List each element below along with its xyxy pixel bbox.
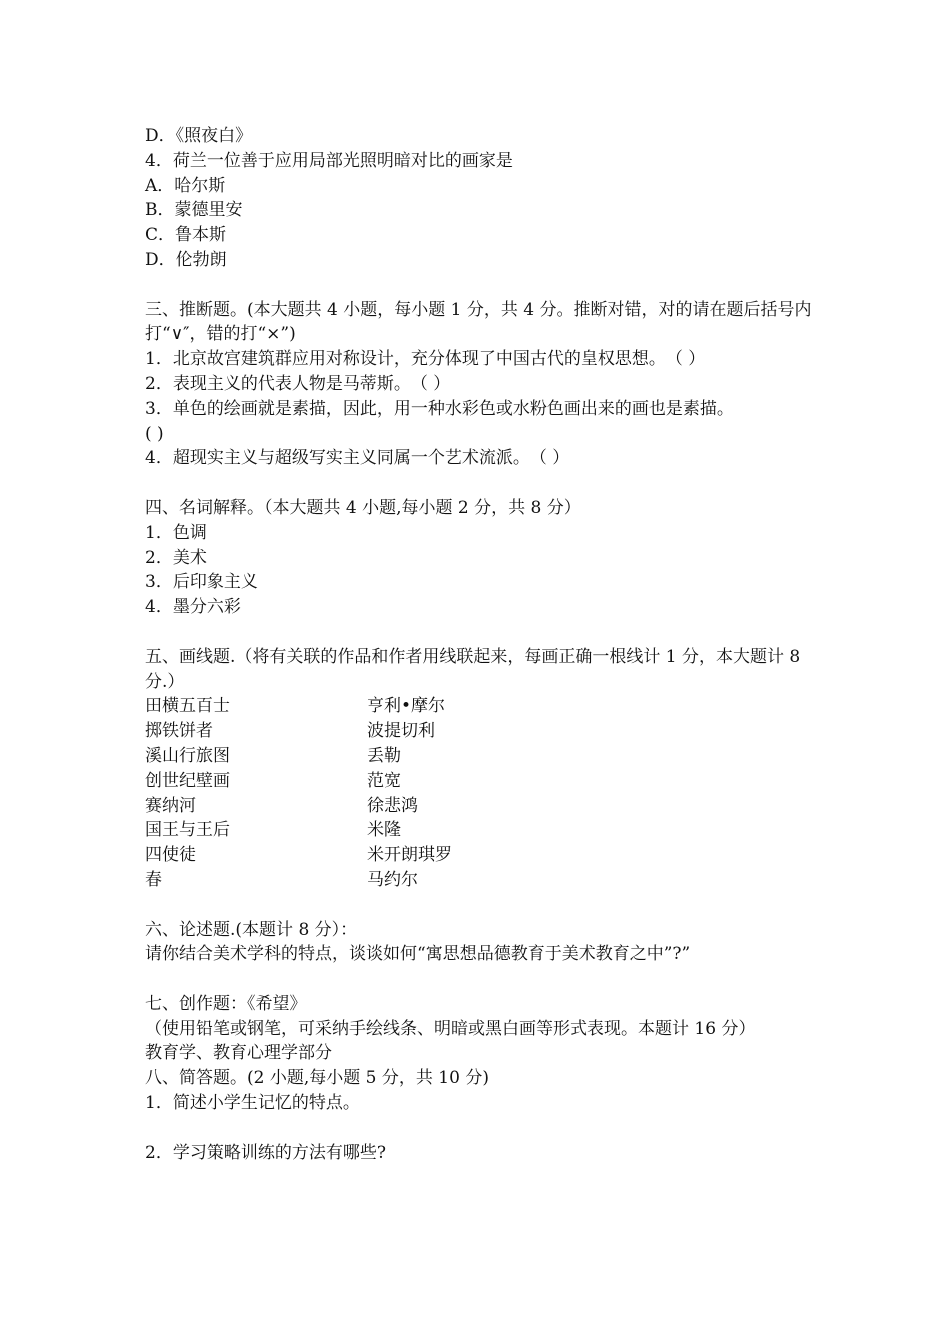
document-page	[145, 124, 815, 1165]
work-title: 创世纪壁画	[145, 770, 230, 791]
q4-option-c: C．鲁本斯	[145, 225, 227, 246]
q4-option-b: B．蒙德里安	[145, 200, 243, 221]
author-name: 马约尔	[367, 869, 418, 890]
work-title: 田横五百士	[145, 696, 230, 717]
author-name: 丢勒	[367, 745, 401, 766]
work-title: 四使徒	[145, 845, 196, 866]
section3-item-3-bracket: ( )	[145, 423, 164, 444]
section7-body: （使用铅笔或钢笔，可采纳手绘线条、明暗或黑白画等形式表现。本题计 16 分）	[145, 1018, 756, 1039]
spacer	[145, 273, 815, 298]
work-title: 国王与王后	[145, 820, 230, 841]
section8-question-1: 1．简述小学生记忆的特点。	[145, 1093, 360, 1114]
q4-option-d: D．伦勃朗	[145, 249, 227, 270]
section7-title: 七、创作题：《希望》	[145, 993, 307, 1014]
section3-item-4: 4．超现实主义与超级写实主义同属一个艺术流派。 （ ）	[145, 448, 570, 469]
section3-item-1: 1．北京故宫建筑群应用对称设计，充分体现了中国古代的皇权思想。 （ ）	[145, 349, 706, 370]
author-name: 范宽	[367, 770, 401, 791]
author-name: 亨利•摩尔	[367, 696, 446, 717]
spacer	[145, 620, 815, 645]
section6-body: 请你结合美术学科的特点，谈谈如何“寓思想品德教育于美术教育之中”?”	[145, 944, 691, 965]
part-heading: 教育学、教育心理学部分	[145, 1043, 332, 1064]
match-row	[145, 694, 815, 719]
spacer	[145, 967, 815, 992]
match-row	[145, 818, 815, 843]
spacer	[145, 1116, 815, 1141]
section8-question-2: 2．学习策略训练的方法有哪些?	[145, 1142, 386, 1163]
section5-title: 五、画线题.（将有关联的作品和作者用线联起来，每画正确一根线计 1 分，本大题计 8 分.）	[145, 646, 801, 692]
work-title: 春	[145, 869, 162, 890]
work-title: 赛纳河	[145, 795, 196, 816]
q3-option-d: D．《照夜白》	[145, 126, 253, 146]
author-name: 徐悲鸿	[367, 795, 418, 816]
match-row	[145, 744, 815, 769]
section4-item-1: 1．色调	[145, 522, 207, 543]
section4-item-2: 2．美术	[145, 547, 207, 568]
work-title: 溪山行旅图	[145, 745, 230, 766]
spacer	[145, 471, 815, 496]
section3-title: 三、推断题。(本大题共 4 小题，每小题 1 分，共 4 分。推断对错，对的请在题后括号内打“∨″，错的打“×”)	[145, 299, 812, 345]
q4-option-a: A．哈尔斯	[145, 175, 226, 196]
section3-item-2: 2．表现主义的代表人物是马蒂斯。 （ ）	[145, 373, 451, 394]
work-title: 掷铁饼者	[145, 721, 213, 742]
section8-title: 八、简答题。(2 小题,每小题 5 分，共 10 分)	[145, 1068, 489, 1089]
match-row	[145, 794, 815, 819]
match-row	[145, 769, 815, 794]
section4-title: 四、名词解释。（本大题共 4 小题,每小题 2 分，共 8 分）	[145, 497, 581, 518]
section3-item-3: 3．单色的绘画就是素描，因此，用一种水彩色或水粉色画出来的画也是素描。	[145, 398, 734, 419]
match-row	[145, 843, 815, 868]
q4-stem: 4．荷兰一位善于应用局部光照明暗对比的画家是	[145, 150, 513, 171]
section4-item-3: 3．后印象主义	[145, 572, 258, 593]
section6-title: 六、论述题.(本题计 8 分）：	[145, 919, 358, 940]
match-row	[145, 868, 815, 893]
spacer	[145, 893, 815, 918]
author-name: 米开朗琪罗	[367, 845, 452, 866]
match-row	[145, 719, 815, 744]
section4-item-4: 4．墨分六彩	[145, 597, 241, 618]
author-name: 米隆	[367, 820, 401, 841]
author-name: 波提切利	[367, 721, 435, 742]
